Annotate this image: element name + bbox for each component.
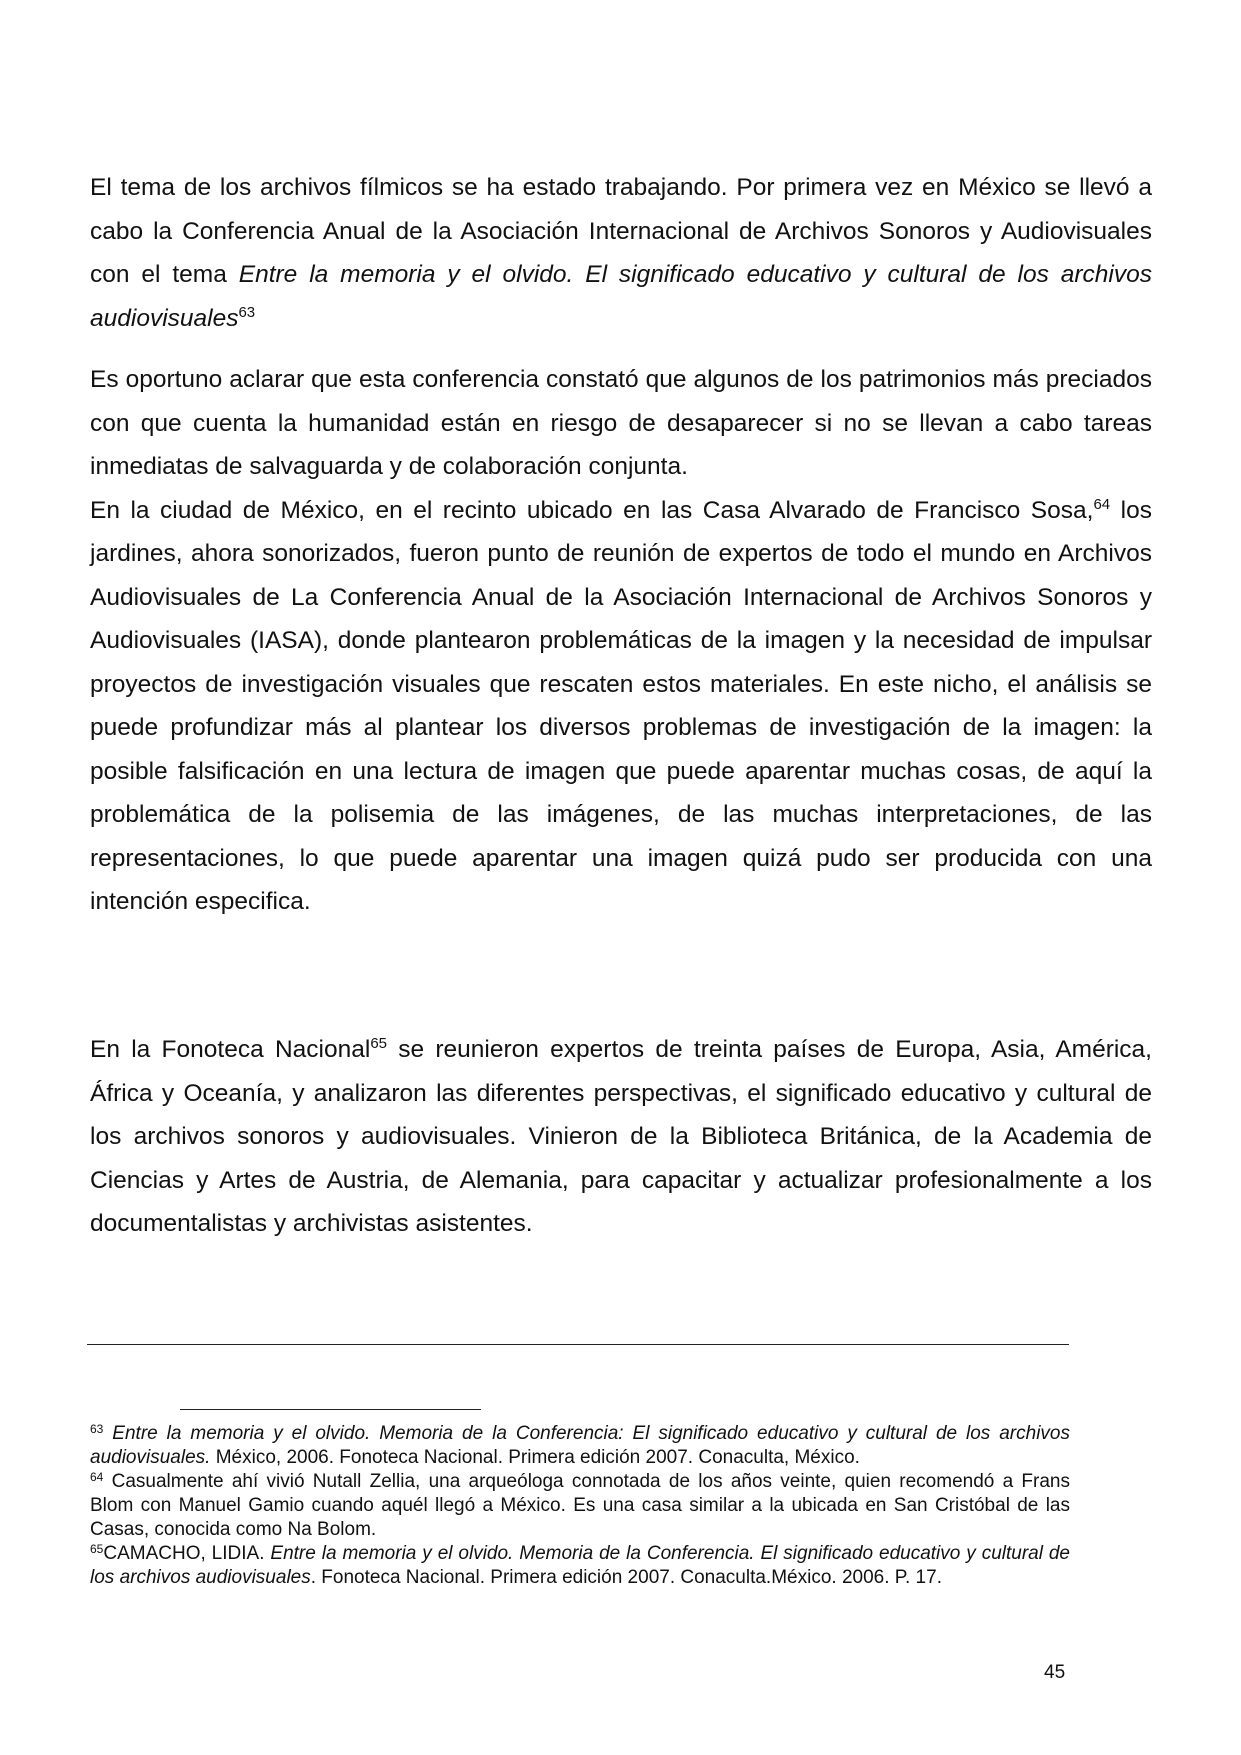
footnote-64 (90, 1470, 1070, 1542)
paragraph-text: En la ciudad de México, en el recinto ubicado en las Casa Alvarado de Francisco Sosa, (90, 496, 1094, 524)
footnote-number: 63 (90, 1422, 104, 1436)
conference-title: Entre la memoria y el olvido. El significado educativo y cultural de los archivos audiovisuales (90, 261, 1152, 332)
footnote-65 (90, 1542, 1070, 1590)
footnote-prefix: CAMACHO, LIDIA. (103, 1543, 271, 1564)
paragraph-text: se reunieron expertos de treinta países de Europa, Asia, América, África y Oceanía, y analizaron las diferentes perspectivas, el significado educativo y cultural de los archivos sonoros y audiovisuales. Vinieron de la Biblioteca Británica, de la Academia de Ciencias y Artes de Austria, de Alemania, para capacitar y actualizar profesionalmente a los documentalistas y archivistas asistentes. (90, 1036, 1152, 1237)
footnote-text: México, 2006. Fonoteca Nacional. Primera edición 2007. Conaculta, México. (210, 1447, 860, 1468)
horizontal-rule (87, 1344, 1069, 1345)
paragraph-text: los jardines, ahora sonorizados, fueron punto de reunión de expertos de todo el mundo en Archivos Audiovisuales de La Conferencia Anual de la Asociación Internacional de Archivos Sonoros y Audiovisuales (IASA), donde plantearon problemáticas de la imagen y la necesidad de impulsar proyectos de investigación visuales que rescaten estos materiales. En este nicho, el análisis se puede profundizar más al plantear los diversos problemas de investigación de la imagen: la posible falsificación en una lectura de imagen que puede aparentar muchas cosas, de aquí la problemática de la polisemia de las imágenes, de las muchas interpretaciones, de las representaciones, lo que puede aparentar una imagen quizá pudo ser producida con una intención especifica. (90, 496, 1152, 915)
footnotes (90, 1422, 1070, 1590)
footnote-title: Entre la memoria y el olvido. Memoria de la Conferencia. El significado educativo y cultural de los archivos audiovisuales (90, 1543, 1070, 1588)
paragraph-text: El tema de los archivos fílmicos se ha estado trabajando. Por primera vez en México se llevó a cabo la Conferencia Anual de la Asociación Internacional de Archivos Sonoros y Audiovisuales con el tema (90, 174, 1152, 288)
paragraph-text: Es oportuno aclarar que esta conferencia constató que algunos de los patrimonios más preciados con que cuenta la humanidad están en riesgo de desaparecer si no se llevan a cabo tareas inmediatas de salvaguarda y de colaboración conjunta. (90, 366, 1152, 480)
paragraph-archivos-filmicos (90, 166, 1152, 340)
footnote-title: Entre la memoria y el olvido. Memoria de la Conferencia: El significado educativo y cultural de los archivos audiovisuales. (90, 1423, 1070, 1468)
footnote-ref-63[interactable]: 63 (238, 303, 256, 321)
paragraph-text: En la Fonoteca Nacional (90, 1036, 371, 1063)
footnote-ref-64[interactable]: 64 (1093, 495, 1111, 513)
footnote-ref-65[interactable]: 65 (370, 1035, 387, 1052)
footnote-separator (180, 1409, 481, 1410)
paragraph-conferencia-patrimonios (90, 358, 1152, 924)
footnote-63 (90, 1422, 1070, 1470)
footnote-text: Casualmente ahí vivió Nutall Zellia, una arqueóloga connotada de los años veinte, quien recomendó a Frans Blom con Manuel Gamio cuando aquél llegó a México. Es una casa similar a la ubicada en San Cristóbal de las Casas, conocida como Na Bolom. (90, 1471, 1070, 1540)
footnote-text: . Fonoteca Nacional. Primera edición 2007. Conaculta.México. 2006. P. 17. (310, 1567, 942, 1588)
paragraph-fonoteca (90, 1028, 1152, 1246)
footnote-number: 65 (90, 1542, 104, 1556)
footnote-number: 64 (90, 1470, 104, 1484)
page-number: 45 (1044, 1662, 1066, 1683)
